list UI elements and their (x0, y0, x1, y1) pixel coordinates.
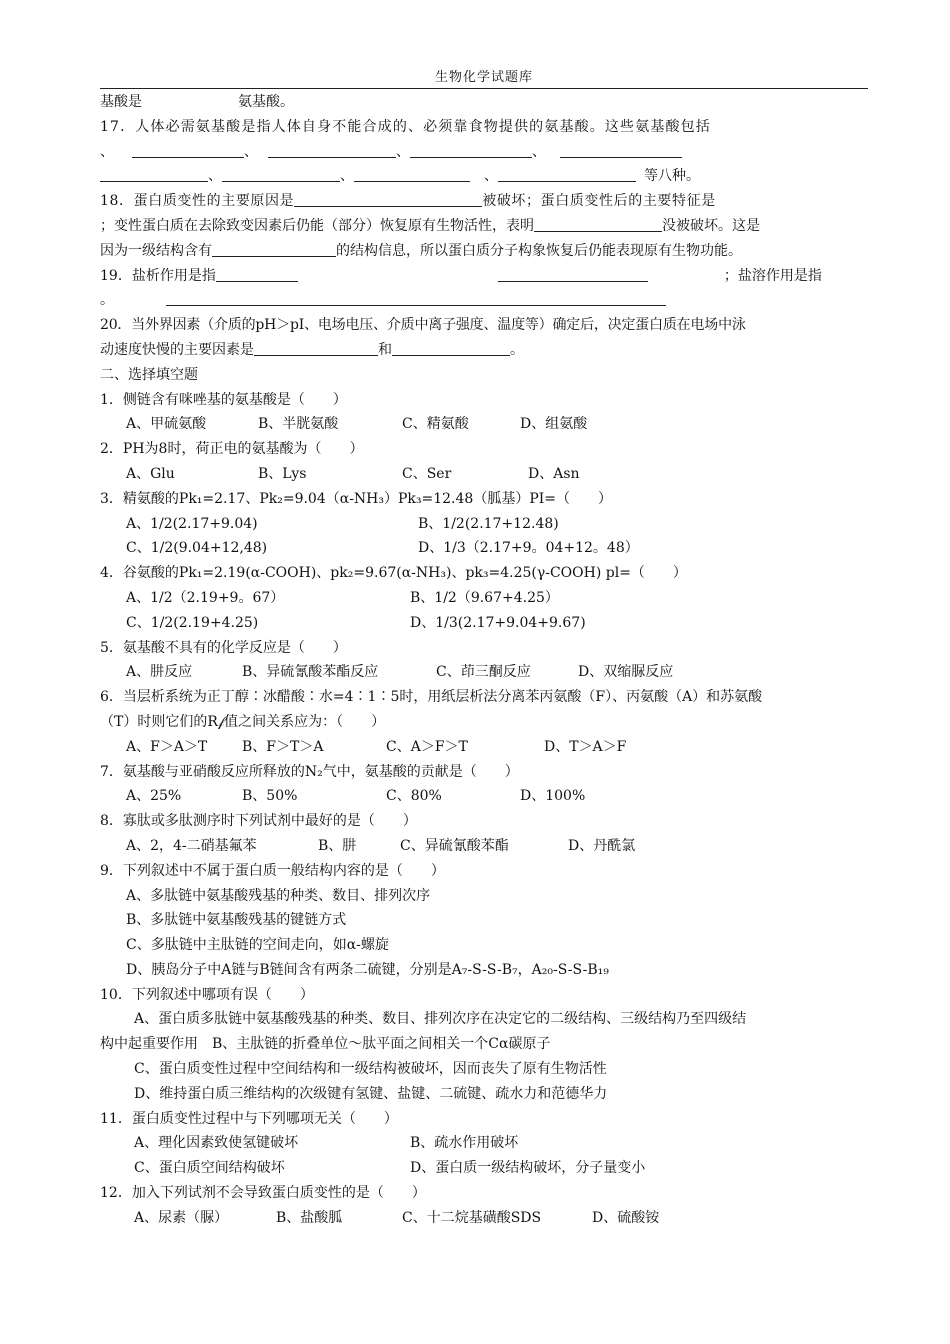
question-options (100, 834, 870, 859)
q16-text-a: 基酸是 (100, 94, 142, 110)
question-stem: 7．氨基酸与亚硝酸反应所释放的N₂气中，氨基酸的贡献是（ ） (100, 763, 519, 780)
question-options (100, 784, 870, 809)
option: D、组氨酸 (520, 416, 588, 433)
option: D、100% (520, 788, 586, 805)
q17-sep: 、 (396, 143, 410, 160)
option: C、茚三酮反应 (436, 664, 531, 681)
option: B、多肽链中氨基酸残基的键链方式 (126, 912, 347, 929)
question-stem-cont: （T）时则它们的R𝒻值之间关系应为：（ ） (100, 713, 386, 730)
option: B、1/2(2.17+12.48) (418, 515, 559, 532)
question-options (100, 586, 870, 611)
q19-line-2 (100, 288, 870, 313)
option: A、甲硫氨酸 (126, 416, 207, 433)
q20-blank-1 (254, 339, 378, 356)
option: C、1/2(9.04+12,48) (126, 540, 268, 557)
option: A、蛋白质多肽链中氨基酸残基的种类、数目、排列次序在决定它的二级结构、三级结构乃至四级结 (134, 1011, 747, 1028)
q19-blank-3 (166, 289, 666, 306)
q17-sep: 、 (244, 143, 258, 160)
q18-text-b: 被破坏；蛋白质变性后的主要特征是 (482, 193, 716, 210)
option: D、T＞A＞F (544, 738, 627, 755)
option: A、理化因素致使氢键破坏 (134, 1135, 299, 1152)
option: C、Ser (402, 465, 452, 482)
q18-blank-2 (534, 215, 662, 232)
option: C、蛋白质空间结构破坏 (134, 1160, 285, 1177)
q20-line-2 (100, 338, 870, 363)
question-options (100, 412, 870, 437)
q17-blank-3 (410, 141, 532, 158)
q19-blank-1 (216, 265, 298, 282)
option: A、多肽链中氨基酸残基的种类、数目、排列次序 (126, 887, 431, 904)
q18-text-d: 没被破坏。这是 (662, 217, 760, 234)
option: D、蛋白质一级结构破坏，分子量变小 (410, 1160, 646, 1177)
q18-line-3 (100, 239, 870, 264)
option: A、F＞A＞T (126, 738, 208, 755)
q18-line-2 (100, 214, 870, 239)
q17-blank-5 (100, 165, 208, 182)
option: D、双缩脲反应 (578, 664, 674, 681)
question-options (100, 536, 870, 561)
option: D、硫酸铵 (592, 1209, 660, 1226)
q16-text-b: 氨基酸。 (238, 94, 294, 110)
option: C、80% (386, 788, 442, 805)
q17-end: 等八种。 (644, 168, 700, 185)
option: C、多肽链中主肽链的空间走向，如α-螺旋 (126, 937, 389, 954)
option: B、1/2（9.67+4.25） (410, 589, 559, 606)
q17-blank-1 (132, 141, 244, 158)
question-stem: 4．谷氨酸的Pk₁=2.19(α-COOH)、pk₂=9.67(α-NH₃)、pk₃=4.25(γ-COOH) pl=（ ） (100, 565, 687, 582)
option: A、2，4-二硝基氟苯 (126, 837, 257, 854)
option: B、疏水作用破坏 (410, 1135, 519, 1152)
q17-line-2 (100, 140, 870, 165)
question-stem: 11．蛋白质变性过程中与下列哪项无关（ ） (100, 1110, 398, 1127)
q18-text-c: ；变性蛋白质在去除致变因素后仍能（部分）恢复原有生物活性，表明 (100, 217, 534, 234)
question-stem: 9．下列叙述中不属于蛋白质一般结构内容的是（ ） (100, 862, 445, 879)
q18-line-1 (100, 189, 870, 214)
option: D、Asn (528, 465, 580, 482)
q20-text-c: 。 (510, 341, 524, 358)
question-stem: 2．PH为8时，荷正电的氨基酸为（ ） (100, 441, 364, 458)
q19-text-a: 19．盐析作用是指 (100, 267, 216, 284)
option: D、丹酰氯 (568, 837, 636, 854)
q17-sep: 、 (484, 168, 498, 185)
q17-sep: 、 (208, 168, 222, 185)
question-options (100, 611, 870, 636)
question-stem: 10．下列叙述中哪项有误（ ） (100, 986, 314, 1003)
option: A、25% (126, 788, 182, 805)
q20-text-b: 和 (378, 341, 392, 358)
q16-tail (100, 90, 870, 115)
q17-blank-6 (222, 165, 340, 182)
option: A、1/2（2.19+9。67） (126, 589, 285, 606)
question-options (100, 660, 870, 685)
q19-text-b: ；盐溶作用是指 (723, 267, 822, 284)
option: B、Lys (258, 465, 307, 482)
option: C、1/2(2.19+4.25) (126, 614, 259, 631)
q17-blank-2 (268, 141, 396, 158)
q18-blank-1 (294, 190, 482, 207)
question-stem: 5．氨基酸不具有的化学反应是（ ） (100, 639, 347, 656)
option: A、1/2(2.17+9.04) (126, 515, 258, 532)
question-options (100, 462, 870, 487)
q17-blank-4 (560, 141, 682, 158)
page-header-title: 生物化学试题库 (434, 70, 533, 85)
q19-line-1 (100, 264, 870, 289)
q20-text-a: 动速度快慢的主要因素是 (100, 341, 254, 358)
q20-line-1: 20．当外界因素（介质的pH＞pI、电场电压、介质中离子强度、温度等）确定后，决定蛋白质在电场中泳 (100, 317, 746, 334)
q20-blank-2 (392, 339, 510, 356)
option: A、肼反应 (126, 664, 193, 681)
q17-sep: 、 (532, 143, 546, 160)
option: D、1/3(2.17+9.04+9.67) (410, 614, 586, 631)
q17-sep: 、 (340, 168, 354, 185)
q18-text-a: 18．蛋白质变性的主要原因是 (100, 193, 295, 210)
header-rule (100, 88, 868, 89)
question-options (100, 1206, 870, 1231)
question-stem: 12．加入下列试剂不会导致蛋白质变性的是（ ） (100, 1185, 426, 1202)
option-cont: 构中起重要作用 B、主肽链的折叠单位～肽平面之间相关一个Cα碳原子 (100, 1036, 551, 1053)
option: C、十二烷基磺酸SDS (402, 1209, 542, 1226)
q19-blank-2 (498, 265, 648, 282)
q19-text-c: 。 (100, 292, 114, 309)
question-stem: 1．侧链含有咪唑基的氨基酸是（ ） (100, 391, 347, 408)
q18-text-f: 的结构信息，所以蛋白质分子构象恢复后仍能表现原有生物功能。 (336, 242, 742, 259)
option: B、肼 (318, 837, 357, 854)
q17-line-3 (100, 164, 870, 189)
option: D、胰岛分子中A链与B链间含有两条二硫键，分别是A₇-S-S-B₇，A₂₀-S-S-B₁₉ (126, 961, 609, 978)
question-options (100, 1131, 870, 1156)
option: B、F＞T＞A (242, 738, 324, 755)
section-heading: 二、选择填空题 (100, 366, 198, 383)
question-options (100, 1156, 870, 1181)
question-stem: 3．精氨酸的Pk₁=2.17、Pk₂=9.04（α-NH₃）Pk₃=12.48（胍基）PI=（ ） (100, 490, 613, 507)
question-stem: 6．当层析系统为正丁醇∶冰醋酸∶水=4∶1∶5时，用纸层析法分离苯丙氨酸（F）、丙氨酸（A）和苏氨酸 (100, 689, 763, 706)
option: B、半胱氨酸 (258, 416, 339, 433)
option: D、1/3（2.17+9。04+12。48） (418, 540, 639, 557)
q16-blank (142, 92, 238, 108)
question-options (100, 735, 870, 760)
option: B、异硫氰酸苯酯反应 (242, 664, 379, 681)
q18-text-e: 因为一级结构含有 (100, 242, 212, 259)
option: C、蛋白质变性过程中空间结构和一级结构被破坏，因而丧失了原有生物活性 (134, 1061, 607, 1078)
q17-line-1: 17．人体必需氨基酸是指人体自身不能合成的、必须靠食物提供的氨基酸。这些氨基酸包括 (100, 118, 711, 135)
document-body (100, 90, 870, 1231)
q18-blank-3 (212, 240, 336, 257)
option: D、维持蛋白质三维结构的次级键有氢键、盐键、二硫键、疏水力和范德华力 (134, 1085, 608, 1102)
option: B、盐酸胍 (276, 1209, 343, 1226)
option: A、尿素（脲） (134, 1209, 229, 1226)
question-stem: 8．寡肽或多肽测序时下列试剂中最好的是（ ） (100, 813, 417, 830)
q17-sep: 、 (100, 143, 114, 160)
option: C、A＞F＞T (386, 738, 468, 755)
option: C、精氨酸 (402, 416, 469, 433)
q17-blank-7 (354, 165, 470, 182)
q17-blank-8 (498, 165, 636, 182)
question-options (100, 512, 870, 537)
option: C、异硫氰酸苯酯 (400, 837, 509, 854)
option: A、Glu (126, 465, 175, 482)
option: B、50% (242, 788, 298, 805)
